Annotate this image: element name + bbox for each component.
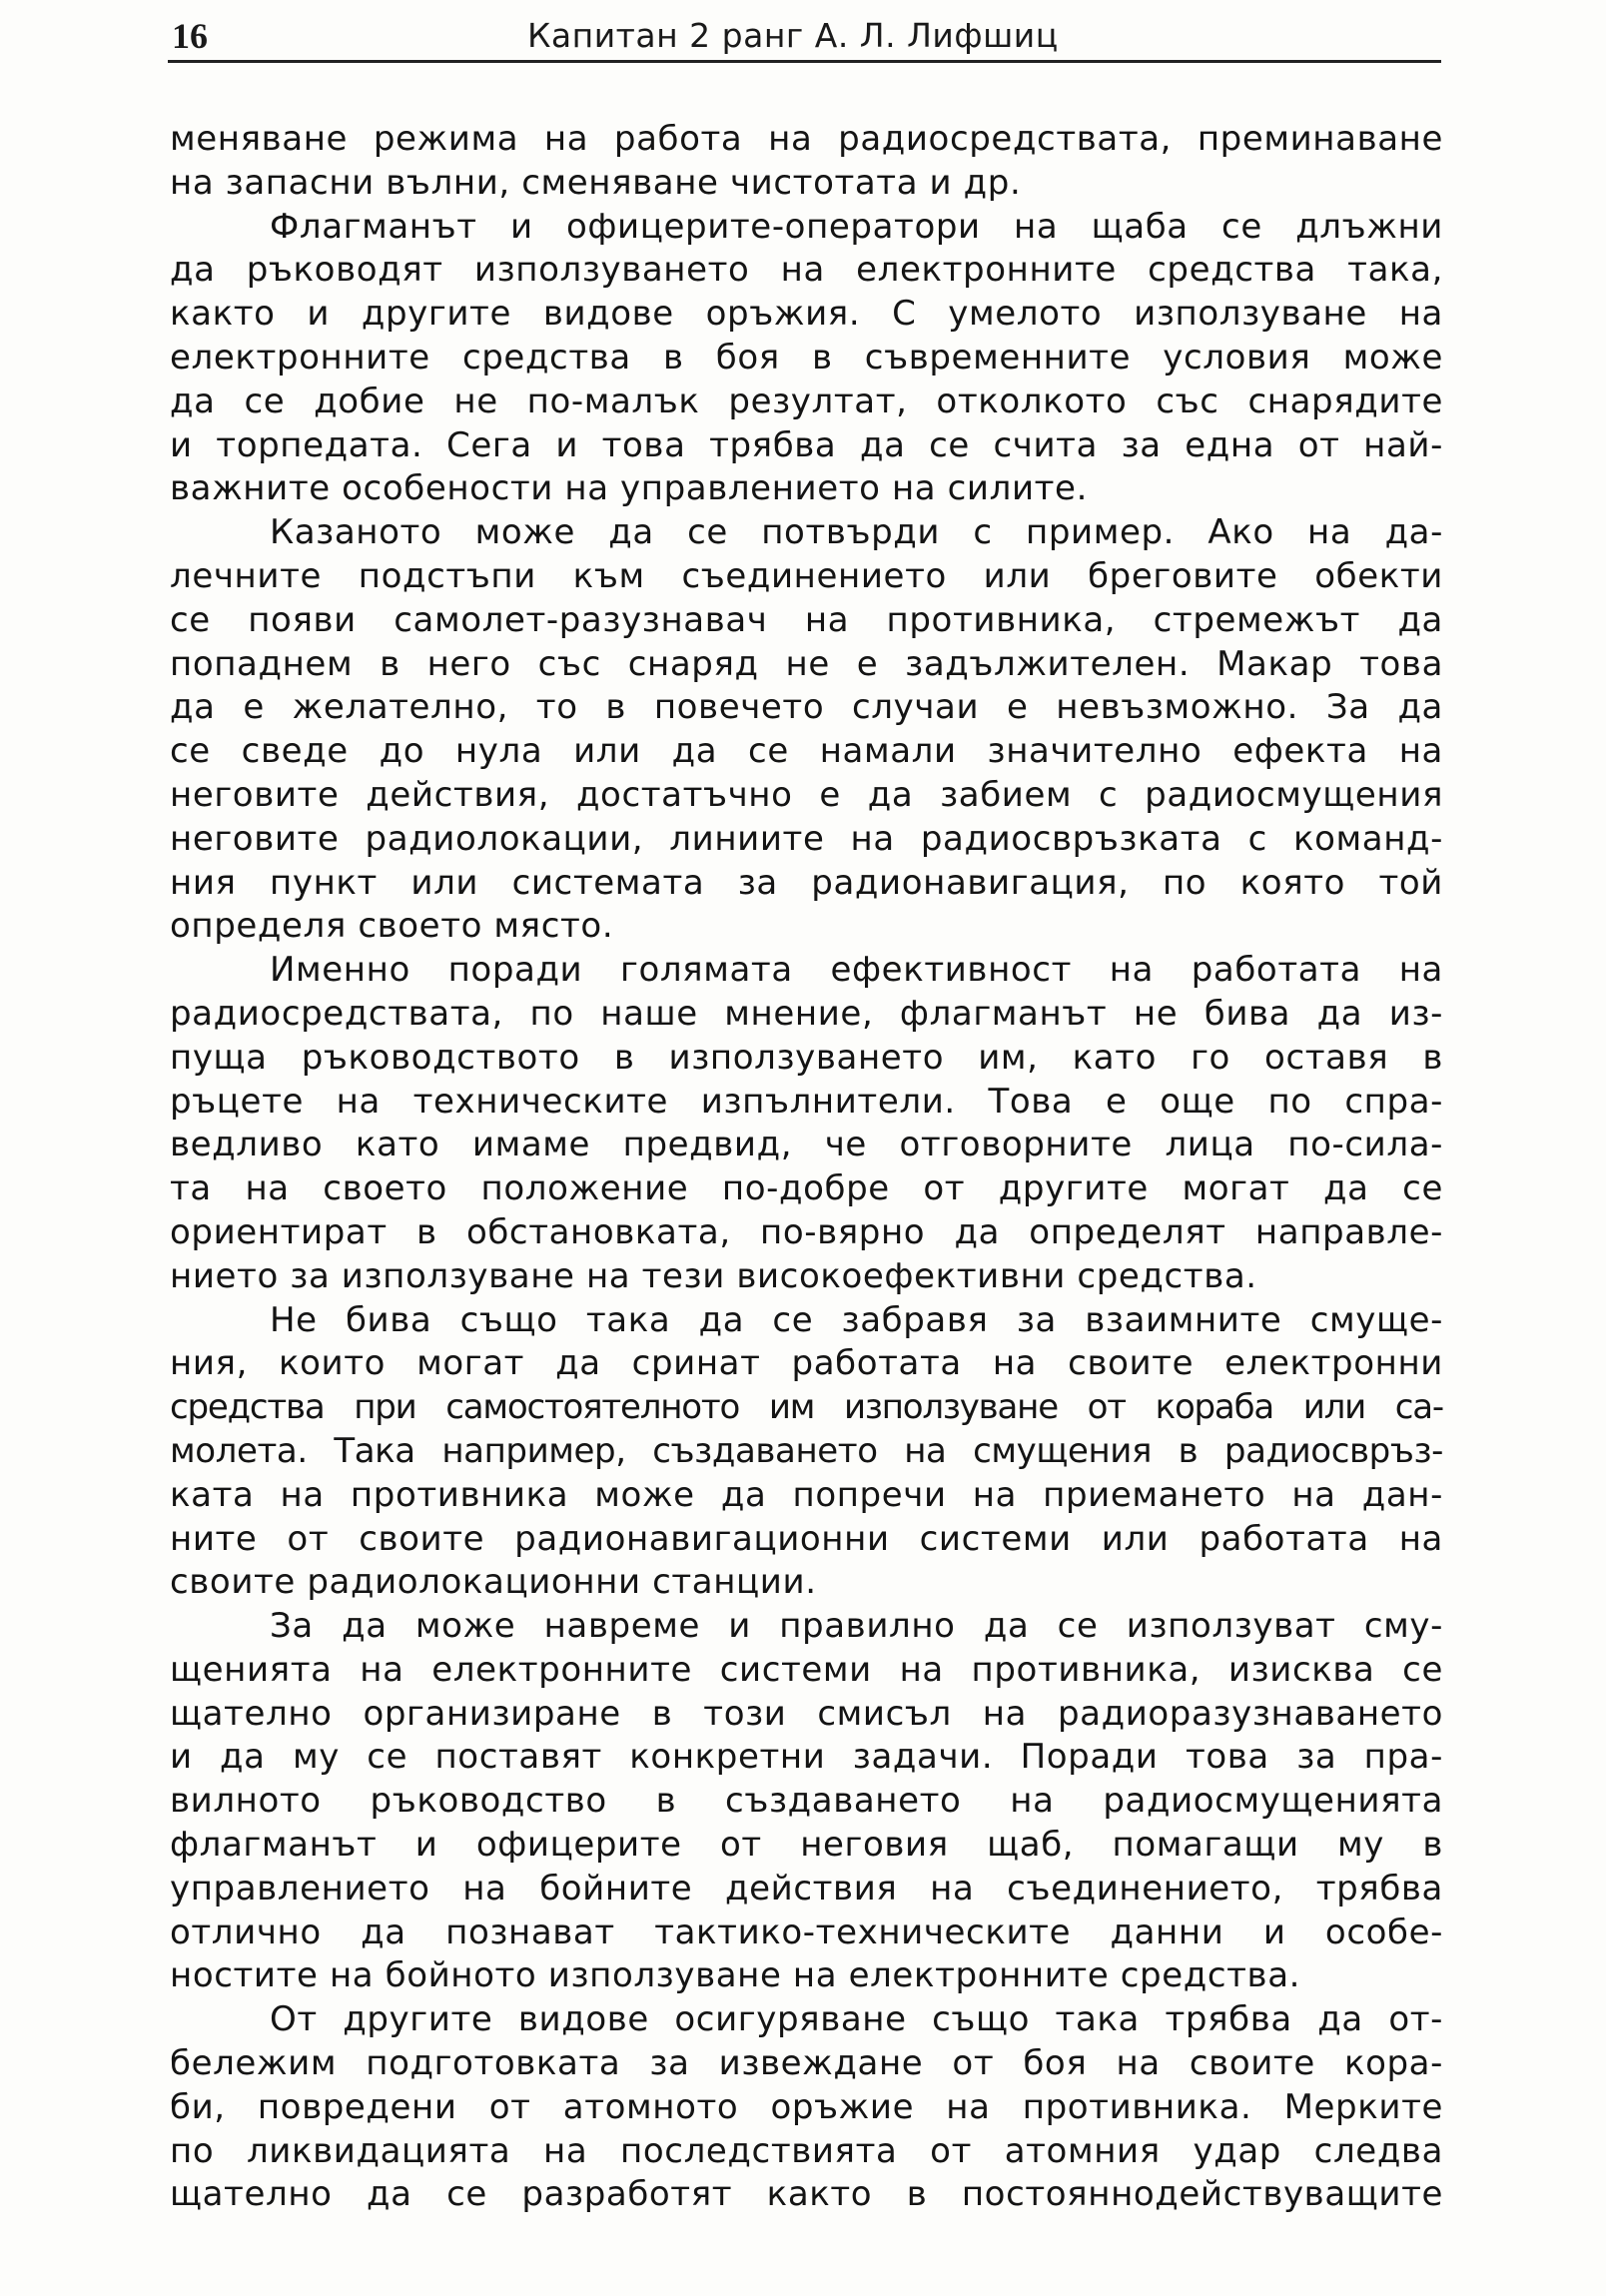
text-line: отлично да познават тактико-техническите данни и особе- [170, 1912, 1443, 1952]
text-line: ката на противника може да попречи на приемането на дан- [170, 1474, 1443, 1515]
text-line: управлението на бойните действия на съединението, трябва [170, 1868, 1443, 1909]
text-line: щателно да се разработят както в постояннодействуващите [170, 2174, 1443, 2215]
text-line: както и другите видове оръжия. С умелото използуване на [170, 294, 1443, 335]
paragraph [170, 949, 1443, 1298]
paragraph [170, 206, 1443, 512]
text-line: пуща ръководството в използуването им, като го оставя в [170, 1037, 1443, 1078]
text-line: и да му се поставят конкретни задачи. Поради това за пра- [170, 1737, 1443, 1778]
text-line: ориентират в обстановката, по-вярно да определят направле- [170, 1211, 1443, 1252]
text-line: по ликвидацията на последствията от атомния удар следва [170, 2130, 1443, 2171]
text-line: ния пункт или системата за радионавигация, по която той [170, 862, 1443, 903]
header-rule [168, 60, 1441, 63]
page-header [168, 8, 1441, 62]
page-number: 16 [172, 16, 208, 56]
text-line: лечните подстъпи към съединението или бреговите обекти [170, 555, 1443, 596]
text-line: се появи самолет-разузнавач на противника, стремежът да [170, 599, 1443, 640]
text-line: да е желателно, то в повечето случаи е невъзможно. За да [170, 687, 1443, 728]
text-line: Не бива също така да се забравя за взаимните смуще- [270, 1299, 1443, 1340]
text-line: Флагманът и офицерите-оператори на щаба се длъжни [270, 206, 1443, 247]
text-line: ръцете на техническите изпълнители. Това е още по спра- [170, 1081, 1443, 1122]
text-line: попаднем в него със снаряд не е задължителен. Макар това [170, 643, 1443, 684]
text-line: неговите радиолокации, линиите на радиосвръзката с команд- [170, 818, 1443, 859]
text-line: щенията на електронните системи на противника, изисква се [170, 1649, 1443, 1690]
text-line: меняване режима на работа на радиосредствата, преминаване [170, 119, 1443, 159]
text-line: да ръководят използуването на електронните средства така, [170, 250, 1443, 291]
running-head: Капитан 2 ранг А. Л. Лифшиц [527, 16, 1059, 55]
text-line: би, повредени от атомното оръжие на противника. Мерките [170, 2086, 1443, 2127]
text-line: важните особености на управлението на силите. [170, 468, 1088, 509]
text-line: своите радиолокационни станции. [170, 1562, 817, 1603]
text-line: на запасни вълни, сменяване чистотата и др. [170, 162, 1022, 203]
paragraph [170, 1299, 1443, 1606]
text-line: молета. Така например, създаването на смущения в радиосвръз- [170, 1430, 1443, 1471]
text-line: От другите видове осигуряване също така трябва да от- [270, 1999, 1443, 2040]
text-line: и торпедата. Сега и това трябва да се счита за една от най- [170, 424, 1443, 465]
text-line: ните от своите радионавигационни системи или работата на [170, 1518, 1443, 1559]
text-line: неговите действия, достатъчно е да забием с радиосмущения [170, 774, 1443, 815]
paragraph [170, 1998, 1443, 2217]
text-line: вилното ръководство в създаването на радиосмущенията [170, 1781, 1443, 1822]
text-line: Именно поради голямата ефективност на работата на [270, 950, 1443, 991]
text-line: определя своето място. [170, 906, 614, 947]
paragraph [170, 1605, 1443, 1998]
text-line: се сведе до нула или да се намали значително ефекта на [170, 731, 1443, 772]
text-line: та на своето положение по-добре от другите могат да се [170, 1168, 1443, 1209]
paragraph [170, 511, 1443, 949]
text-line: нието за използуване на тези високоефективни средства. [170, 1255, 1257, 1296]
text-line: средства при самостоятелното им използуване от кораба или са- [170, 1387, 1443, 1428]
paragraph [170, 118, 1443, 206]
body-text [170, 118, 1443, 2217]
text-line: За да може навреме и правилно да се използуват сму- [270, 1606, 1443, 1647]
text-line: бележим подготовката за извеждане от боя на своите кора- [170, 2043, 1443, 2084]
text-line: ведливо като имаме предвид, че отговорните лица по-сила- [170, 1125, 1443, 1165]
text-line: флагманът и офицерите от неговия щаб, помагащи му в [170, 1825, 1443, 1866]
text-line: да се добие не по-малък резултат, отколкото със снарядите [170, 381, 1443, 421]
text-line: щателно организиране в този смисъл на радиоразузнаването [170, 1693, 1443, 1734]
text-line: ностите на бойното използуване на електронните средства. [170, 1955, 1301, 1996]
text-line: Казаното може да се потвърди с пример. Ако на да- [270, 512, 1443, 553]
text-line: ния, които могат да сринат работата на своите електронни [170, 1343, 1443, 1384]
text-line: електронните средства в боя в съвременните условия може [170, 337, 1443, 378]
text-line: радиосредствата, по наше мнение, флагманът не бива да из- [170, 993, 1443, 1034]
